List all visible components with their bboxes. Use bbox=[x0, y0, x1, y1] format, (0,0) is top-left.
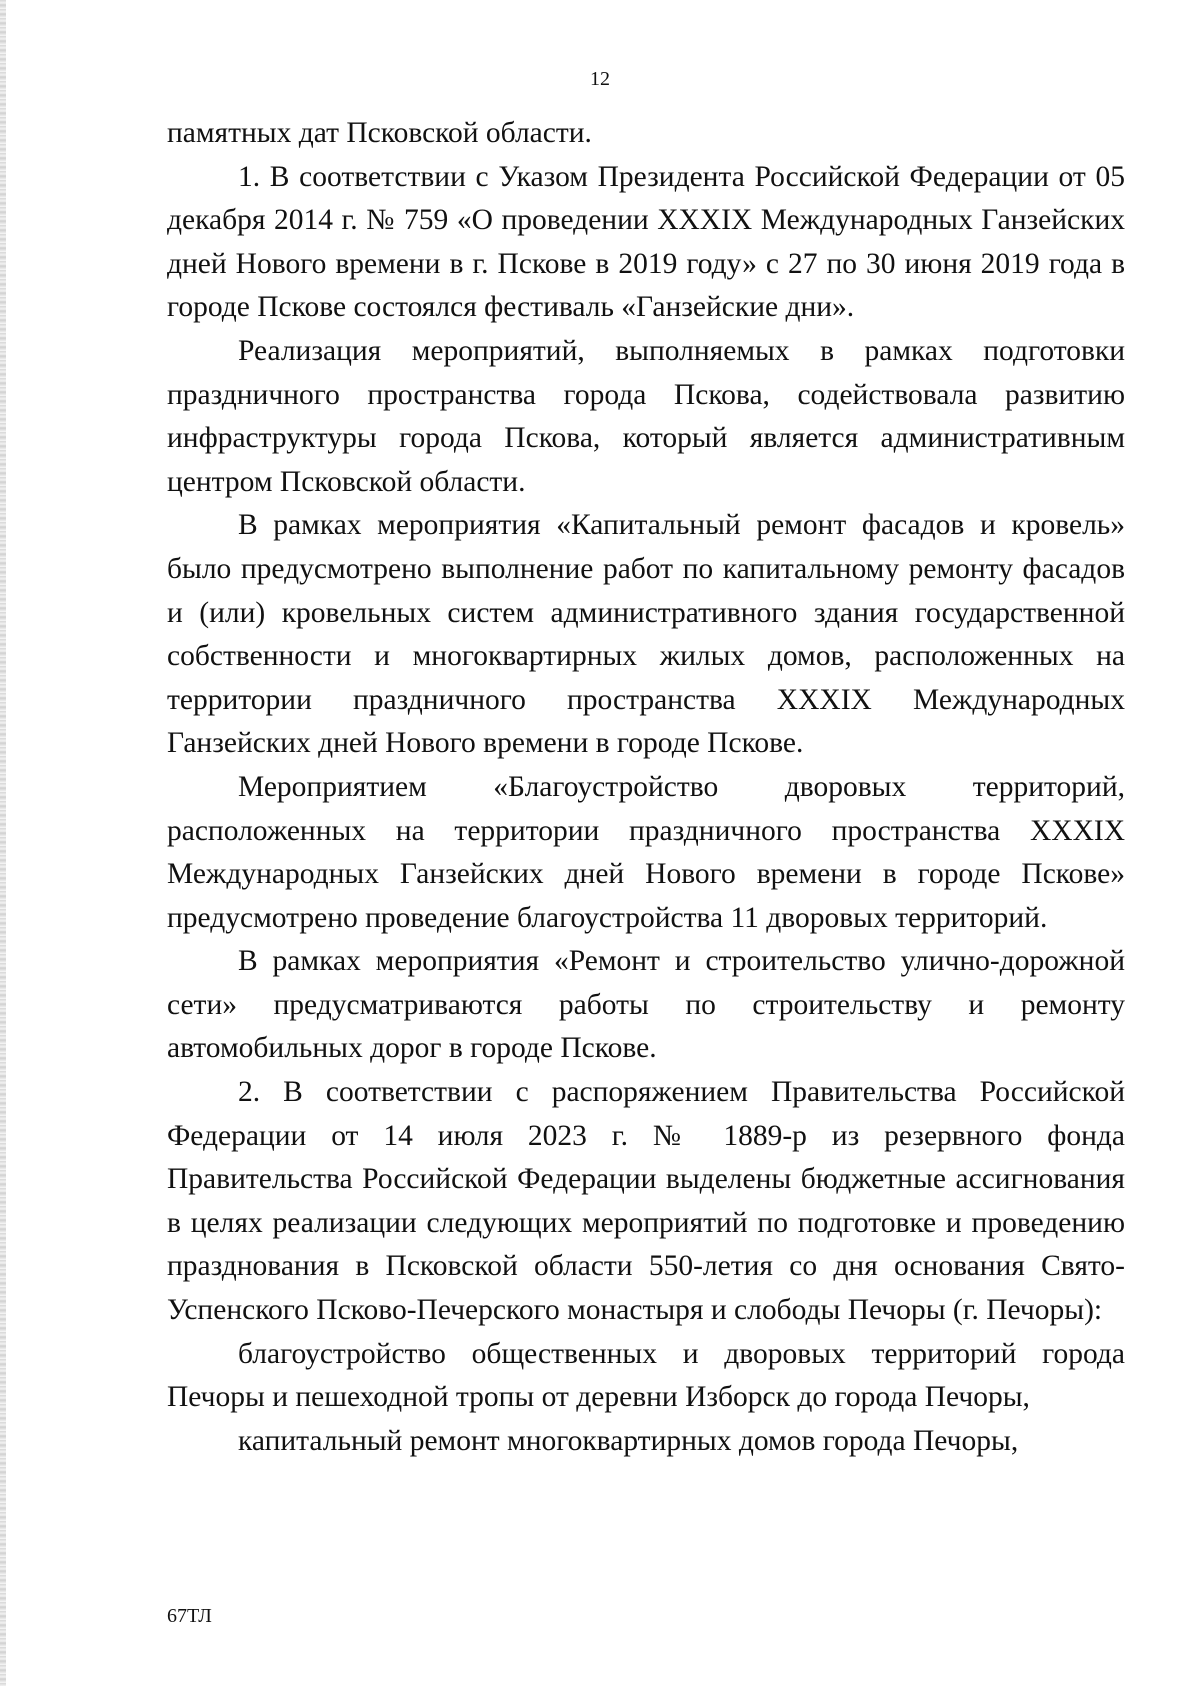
paragraph-capital-repair: капитальный ремонт многоквартирных домов города Печоры, bbox=[238, 1424, 1019, 1457]
paragraph-item-1: 1. В соответствии с Указом Президента Российской Федерации от 05 декабря 2014 г. № 759 «О проведении XXXIX Международных Ганзейских дней Нового времени в г. Пскове в 2019 году» с 27 по 30 июня 2019 года в городе Пскове состоялся фестиваль «Ганзейские дни». bbox=[167, 160, 1125, 324]
paragraph-road-network: В рамках мероприятия «Ремонт и строительство улично-дорожной сети» предусматриваются работы по строительству и ремонту автомобильных дорог в городе Пскове. bbox=[167, 945, 1125, 1065]
paragraph-yard-improvement: Мероприятием «Благоустройство дворовых территорий, расположенных на территории праздничного пространства XXXIX Международных Ганзейских дней Нового времени в городе Пскове» предусмотрено проведение благоустройства 11 дворовых территорий. bbox=[167, 770, 1125, 934]
document-body bbox=[167, 112, 1125, 1463]
paragraph-implementation: Реализация мероприятий, выполняемых в рамках подготовки праздничного пространства города Пскова, содействовала развитию инфраструктуры города Пскова, который является административным центром Псковской области. bbox=[167, 334, 1125, 498]
paragraph-continuation: памятных дат Псковской области. bbox=[167, 117, 592, 149]
paragraph-facade-repair: В рамках мероприятия «Капитальный ремонт фасадов и кровель» было предусмотрено выполнение работ по капитальному ремонту фасадов и (или) кровельных систем административного здания государственной собственности и многоквартирных жилых домов, расположенных на территории праздничного пространства XXXIX Международных Ганзейских дней Нового времени в городе Пскове. bbox=[167, 509, 1125, 760]
page-number: 12 bbox=[590, 68, 610, 90]
paragraph-item-2: 2. В соответствии с распоряжением Правительства Российской Федерации от 14 июля 2023 г. № 1889-р из резервного фонда Правительства Российской Федерации выделены бюджетные ассигнования в целях реализации следующих мероприятий по подготовке и проведению празднования в Псковской области 550-летия со дня основания Свято-Успенского Псково-Печерского монастыря и слободы Печоры (г. Печоры): bbox=[167, 1076, 1125, 1327]
scanned-page-edge bbox=[0, 0, 6, 1686]
footer-code: 67ТЛ bbox=[167, 1605, 212, 1627]
paragraph-public-spaces: благоустройство общественных и дворовых территорий города Печоры и пешеходной тропы от деревни Изборск до города Печоры, bbox=[167, 1337, 1125, 1414]
